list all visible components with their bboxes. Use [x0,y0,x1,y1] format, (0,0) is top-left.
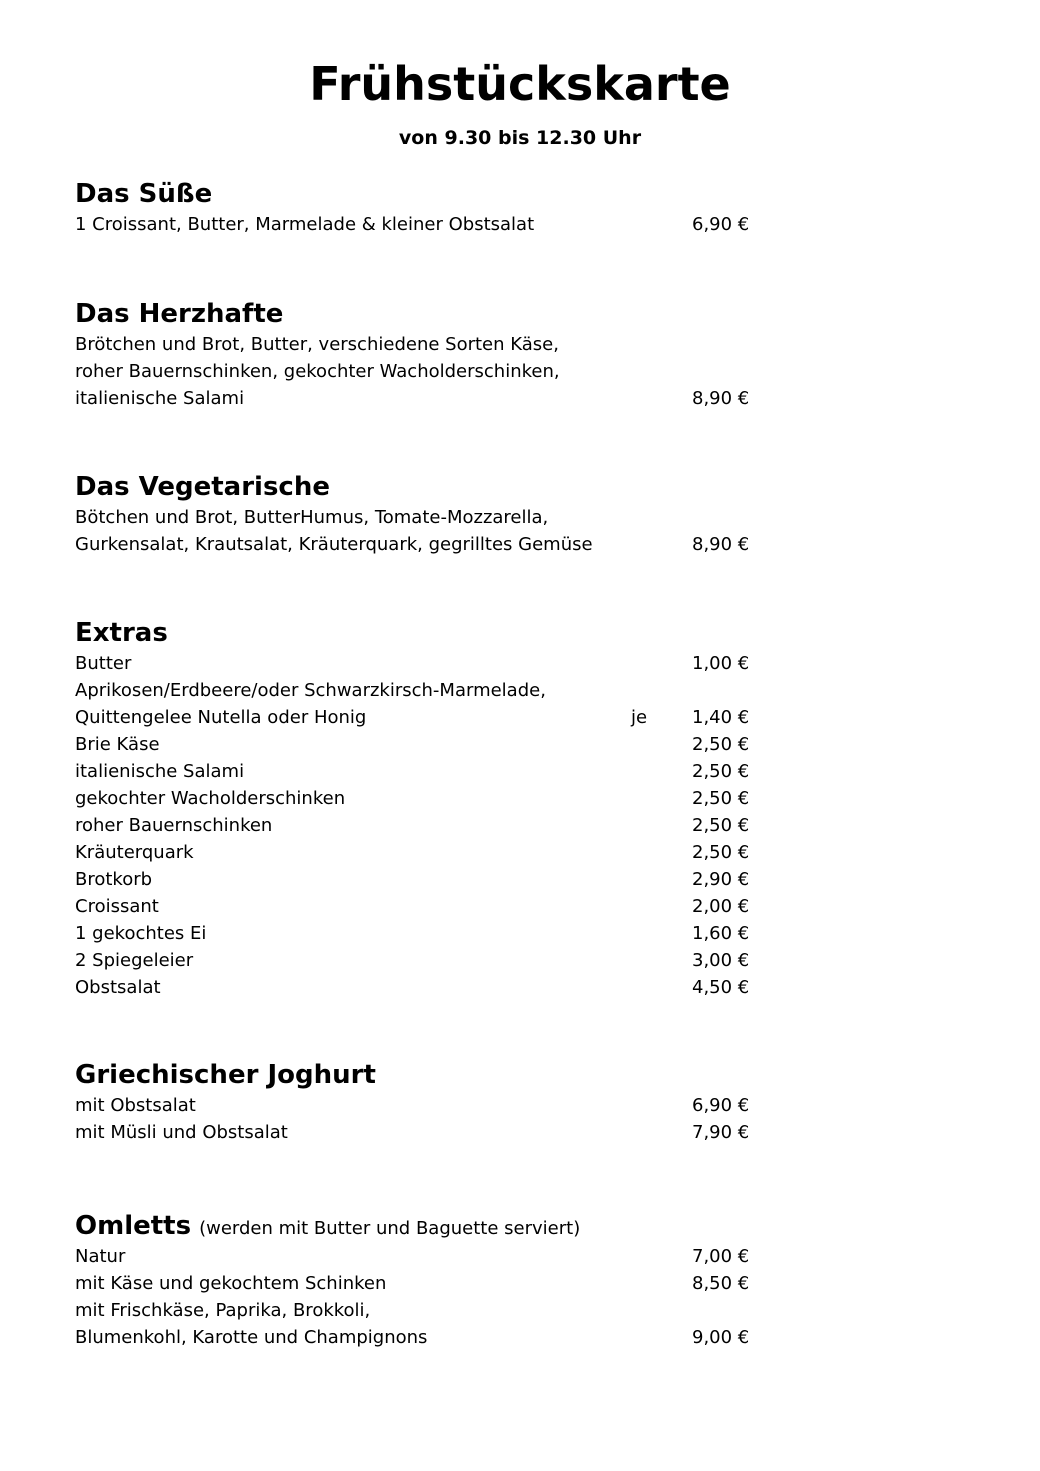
item-price: 1,40 € [692,707,750,728]
section-das-herzhafte [75,297,775,412]
item-text: roher Bauernschinken, gekochter Wacholderschinken, [75,361,560,382]
item-price: 2,50 € [692,761,750,782]
item-text: Butter [75,653,132,674]
section-note: (werden mit Butter und Baguette serviert) [199,1218,581,1239]
section-omletts [75,1209,775,1351]
menu-item [75,1119,775,1146]
item-text: Croissant [75,896,159,917]
menu-item [75,650,775,677]
section-griechischer-joghurt [75,1058,775,1146]
item-each-label: je [631,707,648,728]
item-text: Gurkensalat, Krautsalat, Kräuterquark, gegrilltes Gemüse [75,534,593,555]
item-text: Brötchen und Brot, Butter, verschiedene Sorten Käse, [75,334,559,355]
item-text: Brie Käse [75,734,160,755]
section-heading: Omletts [75,1211,192,1241]
item-price: 2,00 € [692,896,750,917]
menu-item [75,920,775,947]
item-price: 7,90 € [692,1122,750,1143]
menu-item [75,974,775,1001]
item-price: 6,90 € [692,1095,750,1116]
section-heading: Griechischer Joghurt [75,1060,376,1090]
item-text: 1 Croissant, Butter, Marmelade & kleiner Obstsalat [75,214,535,235]
menu-item [75,704,775,731]
item-text: Bötchen und Brot, ButterHumus, Tomate-Mozzarella, [75,507,549,528]
item-text: mit Frischkäse, Paprika, Brokkoli, [75,1300,371,1321]
item-price: 4,50 € [692,977,750,998]
item-price: 3,00 € [692,950,750,971]
item-price: 1,60 € [692,923,750,944]
menu-item [75,331,775,358]
opening-hours: von 9.30 bis 12.30 Uhr [398,127,642,149]
section-das-suesse [75,177,775,238]
item-text: Kräuterquark [75,842,194,863]
item-text: 1 gekochtes Ei [75,923,207,944]
menu-item [75,358,775,385]
item-text: mit Obstsalat [75,1095,196,1116]
item-price: 2,50 € [692,788,750,809]
menu-item [75,785,775,812]
menu-item [75,504,775,531]
section-heading: Das Herzhafte [75,299,284,329]
section-das-vegetarische [75,470,775,558]
menu-item [75,211,775,238]
item-price: 2,50 € [692,815,750,836]
item-price: 2,50 € [692,842,750,863]
item-text: italienische Salami [75,388,245,409]
section-extras [75,616,775,1001]
item-text: Blumenkohl, Karotte und Champignons [75,1327,428,1348]
page-title: Frühstückskarte [309,57,731,111]
menu-item [75,758,775,785]
menu-item [75,677,775,704]
item-text: roher Bauernschinken [75,815,273,836]
section-heading-row [75,1209,775,1243]
item-price: 9,00 € [692,1327,750,1348]
menu-item [75,839,775,866]
menu-item [75,531,775,558]
item-text: 2 Spiegeleier [75,950,194,971]
menu-item [75,866,775,893]
menu-item [75,1243,775,1270]
item-text: Obstsalat [75,977,161,998]
item-text: Aprikosen/Erdbeere/oder Schwarzkirsch-Marmelade, [75,680,546,701]
menu-item [75,1324,775,1351]
menu-item [75,385,775,412]
item-text: Natur [75,1246,126,1267]
item-price: 8,90 € [692,534,750,555]
item-price: 8,50 € [692,1273,750,1294]
menu-item [75,731,775,758]
item-text: italienische Salami [75,761,245,782]
menu-item [75,1092,775,1119]
section-heading: Das Vegetarische [75,472,330,502]
menu-item [75,1297,775,1324]
section-heading: Extras [75,618,168,648]
item-price: 1,00 € [692,653,750,674]
section-heading: Das Süße [75,179,213,209]
item-text: mit Käse und gekochtem Schinken [75,1273,387,1294]
item-price: 8,90 € [692,388,750,409]
menu-item [75,893,775,920]
menu-item [75,947,775,974]
item-text: gekochter Wacholderschinken [75,788,346,809]
menu-item [75,812,775,839]
item-text: Quittengelee Nutella oder Honig [75,707,367,728]
item-price: 2,50 € [692,734,750,755]
item-price: 7,00 € [692,1246,750,1267]
menu-item [75,1270,775,1297]
item-price: 6,90 € [692,214,750,235]
item-text: Brotkorb [75,869,153,890]
item-text: mit Müsli und Obstsalat [75,1122,288,1143]
item-price: 2,90 € [692,869,750,890]
